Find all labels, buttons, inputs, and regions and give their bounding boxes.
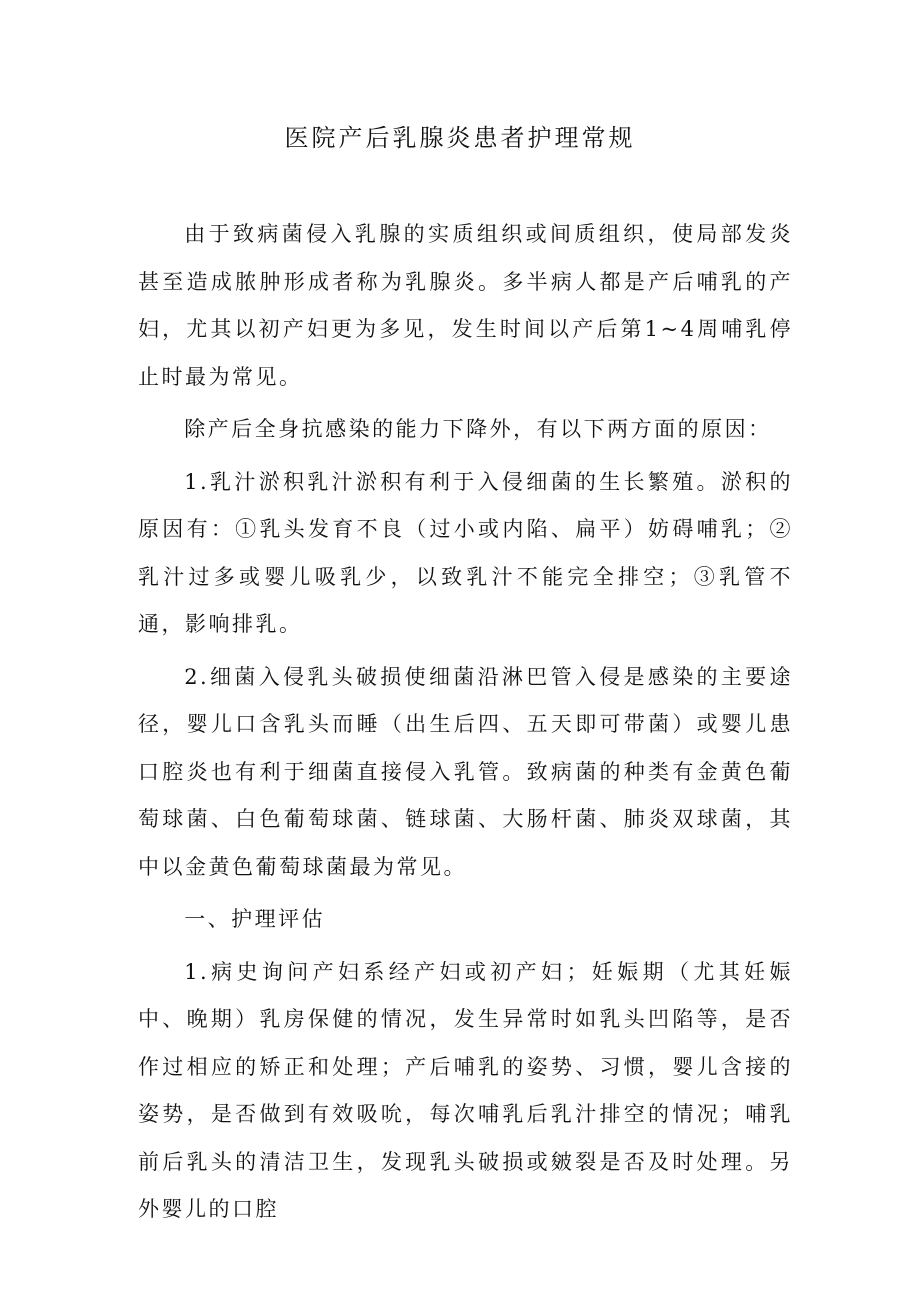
cause-1-paragraph: 1.乳汁淤积乳汁淤积有利于入侵细菌的生长繁殖。淤积的原因有：①乳头发育不良（过小或内陷、扁平）妨碍哺乳；②乳汁过多或婴儿吸乳少，以致乳汁不能完全排空；③乳管不通，影响排乳。 bbox=[138, 469, 793, 636]
section-heading-nursing-assessment: 一、护理评估 bbox=[184, 907, 326, 931]
assessment-paragraph-1: 1.病史询问产妇系经产妇或初产妇；妊娠期（尤其妊娠中、晚期）乳房保健的情况，发生异常时如乳头凹陷等，是否作过相应的矫正和处理；产后哺乳的姿势、习惯，婴儿含接的姿势，是否做到有效吸吮，每次哺乳后乳汁排空的情况；哺乳前后乳头的清洁卫生，发现乳头破损或皴裂是否及时处理。另外婴儿的口腔 bbox=[138, 959, 793, 1221]
document-title: 医院产后乳腺炎患者护理常规 bbox=[284, 124, 636, 152]
intro-paragraph: 由于致病菌侵入乳腺的实质组织或间质组织，使局部发炎甚至造成脓肿形成者称为乳腺炎。多半病人都是产后哺乳的产妇，尤其以初产妇更为多见，发生时间以产后第1~4周哺乳停止时最为常见。 bbox=[138, 222, 793, 389]
causes-intro-paragraph: 除产后全身抗感染的能力下降外，有以下两方面的原因： bbox=[184, 417, 772, 441]
cause-2-paragraph: 2.细菌入侵乳头破损使细菌沿淋巴管入侵是感染的主要途径，婴儿口含乳头而睡（出生后四、五天即可带菌）或婴儿患口腔炎也有利于细菌直接侵入乳管。致病菌的种类有金黄色葡萄球菌、白色葡萄球菌、链球菌、大肠杆菌、肺炎双球菌，其中以金黄色葡萄球菌最为常见。 bbox=[138, 664, 793, 879]
document-body bbox=[138, 211, 793, 1239]
